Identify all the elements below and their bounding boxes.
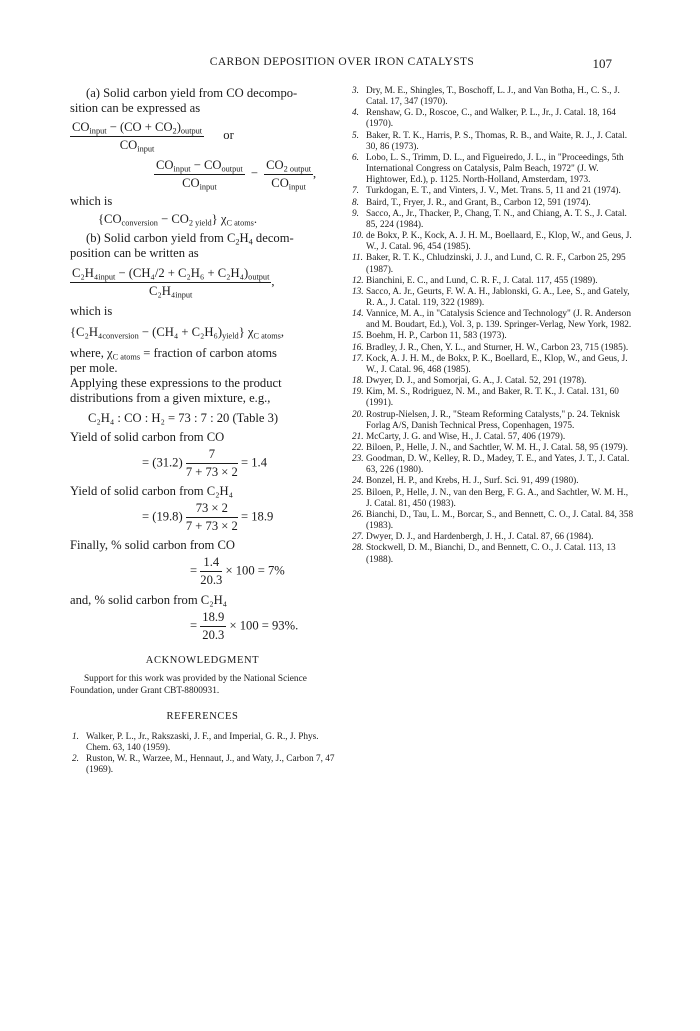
right-column xyxy=(350,86,636,566)
reference-item xyxy=(350,354,636,376)
paragraph-a-line2: sition can be expressed as xyxy=(70,101,201,115)
reference-item xyxy=(350,454,636,476)
reference-number: 17. xyxy=(352,353,364,364)
calc-yield-c2h4: = (19.8) $\frac{73 \times 2}{7 + 73 \times 2}$ = 18.9 xyxy=(142,501,274,533)
reference-number: 19. xyxy=(352,387,364,398)
reference-item xyxy=(350,186,636,197)
reference-text: Boehm, H. P., Carbon 11, 583 (1973). xyxy=(366,331,507,342)
reference-text: Lobo, L. S., Trimm, D. L., and Figueiredo, J. L., in "Proceedings, 5th International Congress on Catalysis, Palm Beach, 1972" (J. W. Hightower, Ed.), p. 1125. North-Holland, Amsterdam, 1973. xyxy=(366,152,624,186)
where-line1: where, $\chi_{C atoms}$ = fraction of carbon atoms xyxy=(70,346,277,362)
reference-item xyxy=(350,131,636,153)
equation-1 xyxy=(70,120,335,153)
and-c2h4-label: and, % solid carbon from C₂H₄ xyxy=(70,593,228,607)
reference-item xyxy=(350,276,636,287)
equation-2: $\frac{CO_{input} - CO_{output}}{CO_{input}}$ − $\frac{CO_{2 output}}{CO_{input}}$ , xyxy=(156,158,317,192)
reference-item xyxy=(350,198,636,209)
references-list-right xyxy=(350,86,636,566)
reference-number: 6. xyxy=(352,152,359,163)
reference-text: Baker, R. T. K., Chludzinski, J. J., and Lund, C. R. F., Carbon 25, 295 (1987). xyxy=(366,253,626,275)
calc-yield-co: = (31.2) $\frac{7}{7 + 73 \times 2}$ = 1.4 xyxy=(142,447,267,479)
paragraph-b-line1: (b) Solid carbon yield from $C_2H_4$ decom- xyxy=(86,231,294,247)
reference-number: 7. xyxy=(352,186,359,197)
reference-item xyxy=(350,532,636,543)
reference-item xyxy=(350,443,636,454)
reference-item xyxy=(350,287,636,309)
eq1-fraction: $\frac{CO_{input} - (CO + CO_2)_{output}}{CO_{input}}$ xyxy=(72,120,203,154)
reference-item xyxy=(350,209,636,231)
reference-number: 8. xyxy=(352,197,359,208)
page-number: 107 xyxy=(592,56,612,71)
reference-text: Kim, M. S., Rodriguez, N. M., and Baker, R. T. K., J. Catal. 131, 60 (1991). xyxy=(366,387,619,409)
reference-number: 11. xyxy=(352,253,363,264)
reference-item xyxy=(350,376,636,387)
reference-item xyxy=(350,343,636,354)
reference-number: 3. xyxy=(352,86,359,96)
running-title: CARBON DEPOSITION OVER IRON CATALYSTS xyxy=(209,56,475,68)
reference-item xyxy=(350,543,636,565)
reference-text: McCarty, J. G. and Wise, H., J. Catal. 57, 406 (1979). xyxy=(366,431,566,442)
reference-number: 4. xyxy=(352,108,359,119)
reference-text: Rostrup-Nielsen, J. R., "Steam Reforming Catalysts," p. 24. Teknisk Forlag A/S, Danish Technical Press, Copenhagen, 1975. xyxy=(366,409,620,431)
reference-number: 24. xyxy=(352,476,364,487)
reference-item xyxy=(350,488,636,510)
acknowledgment-heading: ACKNOWLEDGMENT xyxy=(145,655,260,666)
reference-item xyxy=(350,153,636,186)
reference-number: 10. xyxy=(352,231,364,242)
reference-number: 28. xyxy=(352,543,364,554)
reference-number: 22. xyxy=(352,443,364,453)
reference-text: Bianchini, E. C., and Lund, C. R. F., J. Catal. 117, 455 (1989). xyxy=(366,275,598,286)
reference-number: 18. xyxy=(352,376,364,387)
reference-item xyxy=(350,387,636,409)
reference-number: 2. xyxy=(72,754,79,765)
reference-text: de Bokx, P. K., Kock, A. J. H. M., Boellaard, E., Klop, W., and Geus, J. W., J. Catal. 96, 454 (1985). xyxy=(366,231,632,253)
reference-text: Sacco, A. Jr., Geurts, F. W. A. H., Jablonski, G. A., Lee, S., and Gately, R. A., J. Catal. 119, 322 (1989). xyxy=(366,286,630,308)
reference-text: Renshaw, G. D., Roscoe, C., and Walker, P. L., Jr., J. Catal. 18, 164 (1970). xyxy=(366,108,616,130)
reference-item xyxy=(350,510,636,532)
yield-c2h4-label: Yield of solid carbon from C₂H₄ xyxy=(70,484,234,498)
applying-line1: Applying these expressions to the product xyxy=(70,376,282,390)
mixture-ratio: C₂H₄ : CO : H₂ = 73 : 7 : 20 (Table 3) xyxy=(88,411,279,425)
reference-number: 25. xyxy=(352,487,364,498)
finally-label: Finally, % solid carbon from CO xyxy=(70,538,235,552)
reference-number: 21. xyxy=(352,431,364,442)
reference-item xyxy=(350,86,636,108)
paragraph-a-line1: (a) Solid carbon yield from CO decompo- xyxy=(86,86,298,100)
reference-item xyxy=(350,432,636,443)
which-is-1: which is xyxy=(70,194,113,208)
reference-number: 12. xyxy=(352,275,364,286)
eq1-or: or xyxy=(223,128,234,143)
reference-text: Dry, M. E., Shingles, T., Boschoff, L. J., and Van Botha, H., C. S., J. Catal. 17, 347 (1970). xyxy=(366,86,620,108)
reference-item xyxy=(350,231,636,253)
reference-number: 1. xyxy=(72,732,79,742)
reference-text: Dwyer, D. J., and Hardenbergh, J. H., J. Catal. 87, 66 (1984). xyxy=(366,532,594,543)
page-header xyxy=(72,56,612,72)
reference-number: 23. xyxy=(352,454,364,465)
equation-5: $\{C_2H_4_{conversion} - (CH_4 + C_2H_6)_{yield}\}$ $\chi_{C atoms}$, xyxy=(70,325,285,341)
reference-text: Baird, T., Fryer, J. R., and Grant, B., Carbon 12, 591 (1974). xyxy=(366,197,591,208)
reference-number: 5. xyxy=(352,130,359,141)
reference-number: 16. xyxy=(352,342,364,353)
reference-text: Bradley, J. R., Chen, Y. L., and Sturner, H. W., Carbon 23, 715 (1985). xyxy=(366,342,629,353)
reference-item xyxy=(350,410,636,432)
reference-text: Vannice, M. A., in "Catalysis Science and Technology" (J. R. Anderson and M. Boudart, Ed.), Vol. 3, p. 139. Springer-Verlag, New York, 1982. xyxy=(366,309,632,331)
reference-item xyxy=(350,476,636,487)
calc-percent-c2h4: = $\frac{18.9}{20.3}$ × 100 = 93%. xyxy=(190,610,299,642)
reference-number: 14. xyxy=(352,309,364,320)
reference-number: 9. xyxy=(352,208,359,219)
reference-text: Kock, A. J. H. M., de Bokx, P. K., Boellard, E., Klop, W., and Geus, J. W., J. Catal. 96, 468 (1985). xyxy=(366,353,628,375)
references-heading: REFERENCES xyxy=(166,711,239,722)
references-list-left xyxy=(70,732,335,777)
applying-line2: distributions from a given mixture, e.g., xyxy=(70,391,271,405)
calc-percent-co: = $\frac{1.4}{20.3}$ × 100 = 7% xyxy=(190,555,285,587)
reference-number: 27. xyxy=(352,532,364,543)
reference-item xyxy=(350,331,636,342)
reference-item xyxy=(70,732,335,754)
reference-text: Turkdogan, E. T., and Vinters, J. V., Met. Trans. 5, 11 and 21 (1974). xyxy=(366,186,621,197)
reference-text: Ruston, W. R., Warzee, M., Hennaut, J., and Waty, J., Carbon 7, 47 (1969). xyxy=(86,754,335,776)
reference-item xyxy=(350,309,636,331)
reference-text: Biloen, P., Helle, J. N., van den Berg, F. G. A., and Sachtler, W. M. H., J. Catal. 81, 450 (1983). xyxy=(366,487,629,509)
reference-text: Biloen, P., Helle, J. N., and Sachtler, W. M. H., J. Catal. 58, 95 (1979). xyxy=(366,443,628,453)
equation-4: $\frac{C_2H_4_{input} - (CH_4/2 + C_2H_6 + C_2H_4)_{output}}{C_2H_4_{input}}$ , xyxy=(72,266,275,300)
reference-text: Walker, P. L., Jr., Rakszaski, J. F., and Imperial, G. R., J. Phys. Chem. 63, 140 (1959). xyxy=(86,732,319,754)
reference-text: Bonzel, H. P., and Krebs, H. J., Surf. Sci. 91, 499 (1980). xyxy=(366,476,579,487)
reference-number: 15. xyxy=(352,331,364,342)
reference-text: Sacco, A., Jr., Thacker, P., Chang, T. N., and Chiang, A. T. S., J. Catal. 85, 224 (1984). xyxy=(366,208,627,230)
reference-number: 26. xyxy=(352,509,364,520)
reference-item xyxy=(350,253,636,275)
reference-text: Baker, R. T. K., Harris, P. S., Thomas, R. B., and Waite, R. J., J. Catal. 30, 86 (1973). xyxy=(366,130,628,152)
yield-co-label: Yield of solid carbon from CO xyxy=(70,430,225,444)
reference-text: Stockwell, D. M., Bianchi, D., and Bennett, C. O., J. Catal. 113, 13 (1988). xyxy=(366,543,616,565)
left-column xyxy=(70,86,335,777)
paragraph-b-line2: position can be written as xyxy=(70,246,199,260)
reference-text: Dwyer, D. J., and Somorjai, G. A., J. Catal. 52, 291 (1978). xyxy=(366,376,587,387)
which-is-2: which is xyxy=(70,304,113,318)
reference-number: 20. xyxy=(352,409,364,420)
where-line2: per mole. xyxy=(70,361,118,375)
acknowledgment-text: Support for this work was provided by the National Science Foundation, under Grant CBT-8800931. xyxy=(70,674,307,696)
equation-3: $\{CO_{conversion} - CO_{2 yield}\}$ $\chi_{C atoms}$. xyxy=(98,212,258,228)
reference-text: Bianchi, D., Tau, L. M., Borcar, S., and Bennett, C. O., J. Catal. 84, 358 (1983). xyxy=(366,509,634,532)
reference-item xyxy=(350,108,636,130)
reference-text: Goodman, D. W., Kelley, R. D., Madey, T. E., and Yates, J. T., J. Catal. 63, 226 (1980). xyxy=(366,454,630,476)
reference-number: 13. xyxy=(352,286,364,297)
reference-item xyxy=(70,754,335,776)
